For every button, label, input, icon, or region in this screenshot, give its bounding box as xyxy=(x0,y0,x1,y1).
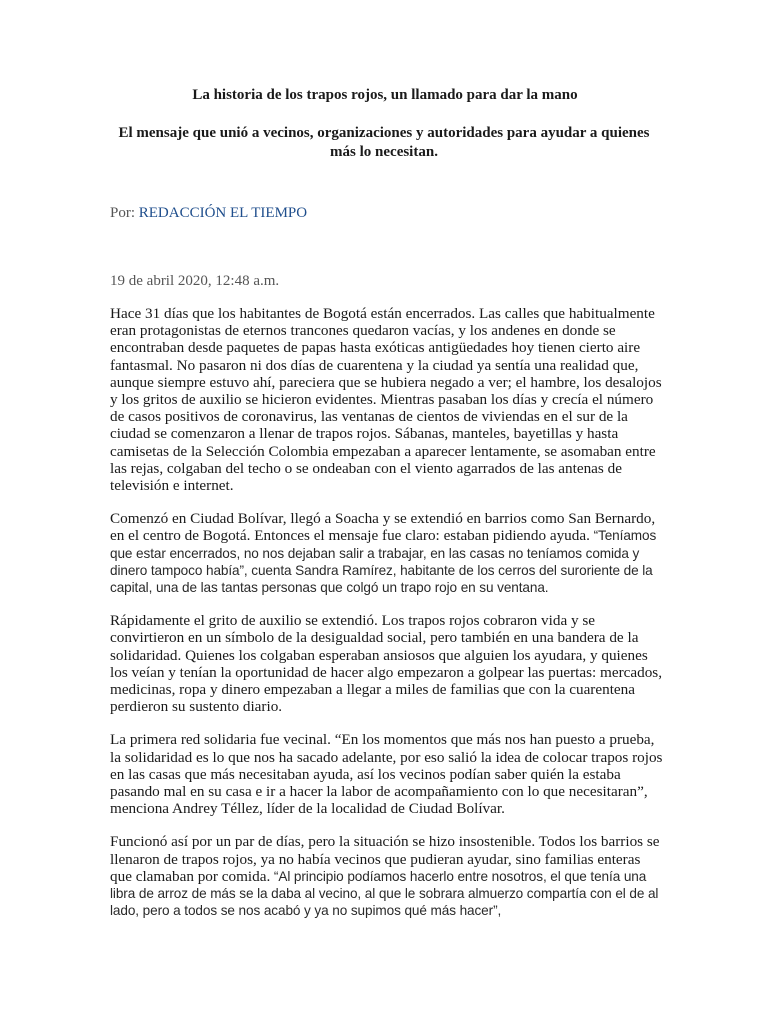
paragraph-5-text: Funcionó así por un par de días, pero la situación se hizo insostenible. Todos los barrios se llenaron de trapos rojos, ya no había vecinos que pudieran ayudar, sino familias enteras que clamaban por comida. xyxy=(110,833,660,885)
paragraph-4-text: La primera red solidaria fue vecinal. “En los momentos que más nos han puesto a prueba, la solidaridad es lo que nos ha sacado adelante, por eso salió la idea de colocar trapos rojos en las casas que más necesitaban ayuda, así los vecinos podían saber quién la estaba pasando mal en su casa e ir a hacer la labor de acompañamiento con lo que necesitaran”, menciona Andrey Téllez, líder de la localidad de Ciudad Bolívar. xyxy=(110,731,663,818)
paragraph-5 xyxy=(110,833,666,919)
article-subtitle: El mensaje que unió a vecinos, organizaciones y autoridades para ayudar a quienes más lo necesitan. xyxy=(118,125,650,160)
author-link[interactable]: REDACCIÓN EL TIEMPO xyxy=(138,205,308,221)
paragraph-1 xyxy=(110,305,666,494)
paragraph-4 xyxy=(110,731,666,817)
article-title: La historia de los trapos rojos, un llamado para dar la mano xyxy=(192,87,578,103)
byline-prefix: Por: xyxy=(110,205,139,221)
paragraph-2-quote: “Teníamos que estar encerrados, no nos dejaban salir a trabajar, en las casas no teníamos comida y dinero tampoco había”, cuenta Sandra Ramírez, habitante de los cerros del suroriente de la capital, una de las tantas personas que colgó un trapo rojo en su ventana. xyxy=(110,528,657,596)
paragraph-1-text: Hace 31 días que los habitantes de Bogotá están encerrados. Las calles que habitualmente eran protagonistas de eternos trancones quedaron vacías, y los andenes en donde se encontraban desde paquetes de papas hasta exóticas antigüedades hoy tienen cierto aire fantasmal. No pasaron ni dos días de cuarentena y la ciudad ya sentía una realidad que, aunque siempre estuvo ahí, pareciera que se hubiera negado a ver; el hambre, los desalojos y los gritos de auxilio se hicieron evidentes. Mientras pasaban los días y crecía el número de casos positivos de coronavirus, las ventanas de cientos de viviendas en el sur de la ciudad se comenzaron a llenar de trapos rojos. Sábanas, manteles, bayetillas y hasta camisetas de la Selección Colombia empezaban a aparecer lentamente, se asomaban entre las rejas, colgaban del techo o se ondeaban con el viento agarrados de las antenas de televisión e internet. xyxy=(110,305,662,495)
byline xyxy=(110,204,307,223)
paragraph-5-quote: “Al principio podíamos hacerlo entre nosotros, el que tenía una libra de arroz de más se la daba al vecino, al que le sobrara almuerzo compartía con el de al lado, pero a todos se nos acabó y ya no supimos qué más hacer”, xyxy=(110,868,659,919)
paragraph-2-text: Comenzó en Ciudad Bolívar, llegó a Soacha y se extendió en barrios como San Bernardo, en el centro de Bogotá. Entonces el mensaje fue claro: estaban pidiendo ayuda. xyxy=(110,510,656,545)
paragraph-3 xyxy=(110,612,666,715)
paragraph-3-text: Rápidamente el grito de auxilio se extendió. Los trapos rojos cobraron vida y se convirtieron en un símbolo de la desigualdad social, pero también en una bandera de la solidaridad. Quienes los colgaban esperaban ansiosos que alguien los ayudara, y quienes los veían y tenían la oportunidad de hacer algo empezaron a golpear las puertas: mercados, medicinas, ropa y dinero empezaban a llegar a miles de familias que con la cuarentena perdieron su sustento diario. xyxy=(110,612,663,716)
publish-date: 19 de abril 2020, 12:48 a.m. xyxy=(110,273,280,289)
paragraph-2 xyxy=(110,510,666,596)
article-body xyxy=(110,305,666,936)
